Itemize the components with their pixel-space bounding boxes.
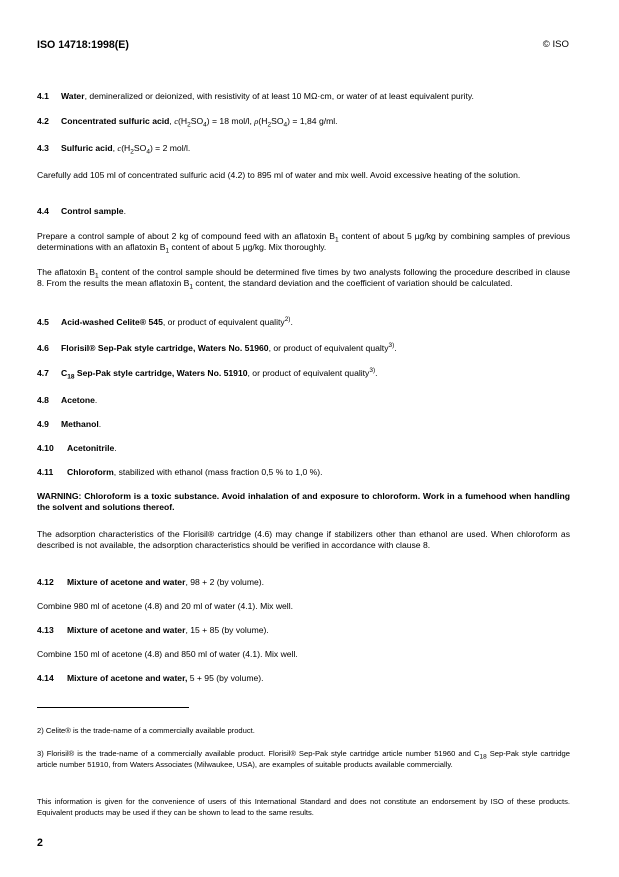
formula-part: SO [190,116,204,126]
clause-number: 4.4 [37,206,49,216]
symbol-c: c [174,116,179,126]
clause-4-9 [37,419,570,430]
clause-number: 4.7 [37,368,49,378]
clause-title: Acetone [61,395,95,405]
clause-title: Control sample [61,206,124,216]
clause-title: Acetonitrile [67,443,115,453]
text-part: 3) Florisil® is the trade-name of a commercially available product. Florisil® Sep-Pak style cartridge article number 51960 and C [37,749,480,758]
clause-4-7 [37,368,570,379]
clause-number: 4.8 [37,395,49,405]
clause-title-c: C [61,368,68,378]
clause-title: Mixture of acetone and water, [67,673,188,683]
clause-number: 4.10 [37,443,54,453]
symbol-rho: ρ [254,116,259,126]
clause-number: 4.1 [37,91,49,101]
clause-title: Acid-washed Celite® 545 [61,317,163,327]
clause-number: 4.13 [37,625,54,635]
clause-title: Sulfuric acid [61,143,113,153]
formula-value: ) = 2 mol/l. [149,143,191,153]
separator: , [112,143,118,153]
subscript: 4 [283,121,288,129]
footnote-ref: 3) [369,367,376,375]
footnote-divider [37,707,189,708]
formula-part: (H [121,143,131,153]
subscript: 1 [165,247,170,255]
formula-value: ) = 1,84 g/ml. [287,116,338,126]
text-part: content of about 5 µg/kg. Mix thoroughly. [169,242,327,252]
clause-text: , 98 + 2 (by volume). [185,577,265,587]
clause-4-3 [37,143,570,154]
subscript: 4 [146,148,150,156]
clause-4-5 [37,317,570,328]
clause-number: 4.9 [37,419,49,429]
period: . [394,343,397,353]
clause-4-6 [37,343,570,354]
footnote-2: 2) Celite® is the trade-name of a commercially available product. [37,726,255,735]
clause-text: , or product of equivalent quality [247,368,370,378]
formula-part: (H [258,116,268,126]
period: . [123,206,126,216]
clause-4-13 [37,625,570,636]
standard-id: ISO 14718:1998(E) [37,39,129,51]
paragraph: Carefully add 105 ml of concentrated sulfuric acid (4.2) to 895 ml of water and mix well. Avoid excessive heating of the solution. [37,170,521,180]
footnote-ref: 3) [388,342,395,350]
page-number: 2 [37,837,43,849]
subscript: 1 [335,236,339,244]
clause-title: Sep-Pak style cartridge, Waters No. 51910 [74,368,248,378]
clause-4-12 [37,577,570,588]
formula-part: SO [271,116,284,126]
clause-text: , or product of equivalent qualty [268,343,389,353]
footnote-3 [37,749,570,770]
clause-4-8 [37,395,570,406]
clause-title: Methanol [61,419,99,429]
clause-text: , demineralized or deionized, with resistivity of at least 10 MΩ·cm, or water of at least equivalent purity. [84,91,474,101]
clause-title: Water [61,91,85,101]
clause-number: 4.11 [37,467,54,477]
period: . [114,443,117,453]
clause-text: , or product of equivalent quality [162,317,285,327]
text-part: content of about 5 µg/kg by combining samples of previous determinations with an aflatoxin B [37,231,570,252]
clause-text: , stabilized with ethanol (mass fraction 0,5 % to 1,0 %). [113,467,323,477]
subscript: 1 [95,272,99,280]
copyright: © ISO [542,39,569,50]
clause-4-2 [37,116,570,127]
clause-text: , 15 + 85 (by volume). [185,625,269,635]
text-part: The aflatoxin B [37,267,96,277]
text-part: Sep-Pak style cartridge article number 51910, from Waters Associates (Milwaukee, USA), are examples of suitable products available commercially. [37,749,570,769]
clause-4-4 [37,206,570,217]
clause-title: Mixture of acetone and water [67,625,186,635]
clause-number: 4.12 [37,577,54,587]
subscript: 2 [187,121,191,129]
subscript: 1 [189,283,193,291]
footnote-info: This information is given for the convenience of users of this International Standard and does not constitute an endorsement by ISO of these products. Equivalent products may be used if they can be shown to lead to the same results. [37,797,570,817]
formula-part: SO [133,143,147,153]
paragraph: The adsorption characteristics of the Florisil® cartridge (4.6) may change if stabilizers other than ethanol are used. When chloroform as described is not available, the adsorption characteristics should be verified in accordance with clause 8. [37,529,570,550]
clause-number: 4.3 [37,143,49,153]
clause-title: Mixture of acetone and water [67,577,186,587]
clause-4-1 [37,91,570,102]
clause-4-11 [37,467,570,478]
clause-number: 4.5 [37,317,49,327]
footnote-ref: 2) [284,316,291,324]
clause-text: 5 + 95 (by volume). [187,673,264,683]
formula-value: ) = 18 mol/l, [206,116,255,126]
text-part: content of the control sample should be determined five times by two analysts following the procedure described in clause 8. From the results the mean aflatoxin B [37,267,570,288]
subscript: 18 [479,753,487,761]
clause-4-10 [37,443,570,454]
period: . [290,317,293,327]
paragraph [37,267,570,289]
clause-4-14 [37,673,570,684]
separator: , [169,116,175,126]
warning-text: WARNING: Chloroform is a toxic substance. Avoid inhalation of and exposure to chloroform. Work in a fumehood when handling the solvent and solutions thereof. [37,491,570,512]
clause-number: 4.6 [37,343,49,353]
paragraph [37,231,570,253]
subscript: 4 [203,121,207,129]
clause-title: Chloroform [67,467,114,477]
subscript: 18 [67,373,75,381]
text-part: content, the standard deviation and the coefficient of variation should be calculated. [193,278,513,288]
period: . [94,395,98,405]
period: . [375,368,378,378]
subscript: 2 [130,148,134,156]
paragraph: Combine 980 ml of acetone (4.8) and 20 ml of water (4.1). Mix well. [37,601,294,611]
period: . [98,419,102,429]
subscript: 2 [267,121,272,129]
paragraph: Combine 150 ml of acetone (4.8) and 850 ml of water (4.1). Mix well. [37,649,298,659]
formula-part: (H [178,116,188,126]
clause-title: Florisil® Sep-Pak style cartridge, Waters No. 51960 [61,343,269,353]
symbol-c: c [117,143,122,153]
text-part: Prepare a control sample of about 2 kg of compound feed with an aflatoxin B [37,231,336,241]
clause-title: Concentrated sulfuric acid [61,116,170,126]
clause-number: 4.2 [37,116,49,126]
clause-number: 4.14 [37,673,54,683]
